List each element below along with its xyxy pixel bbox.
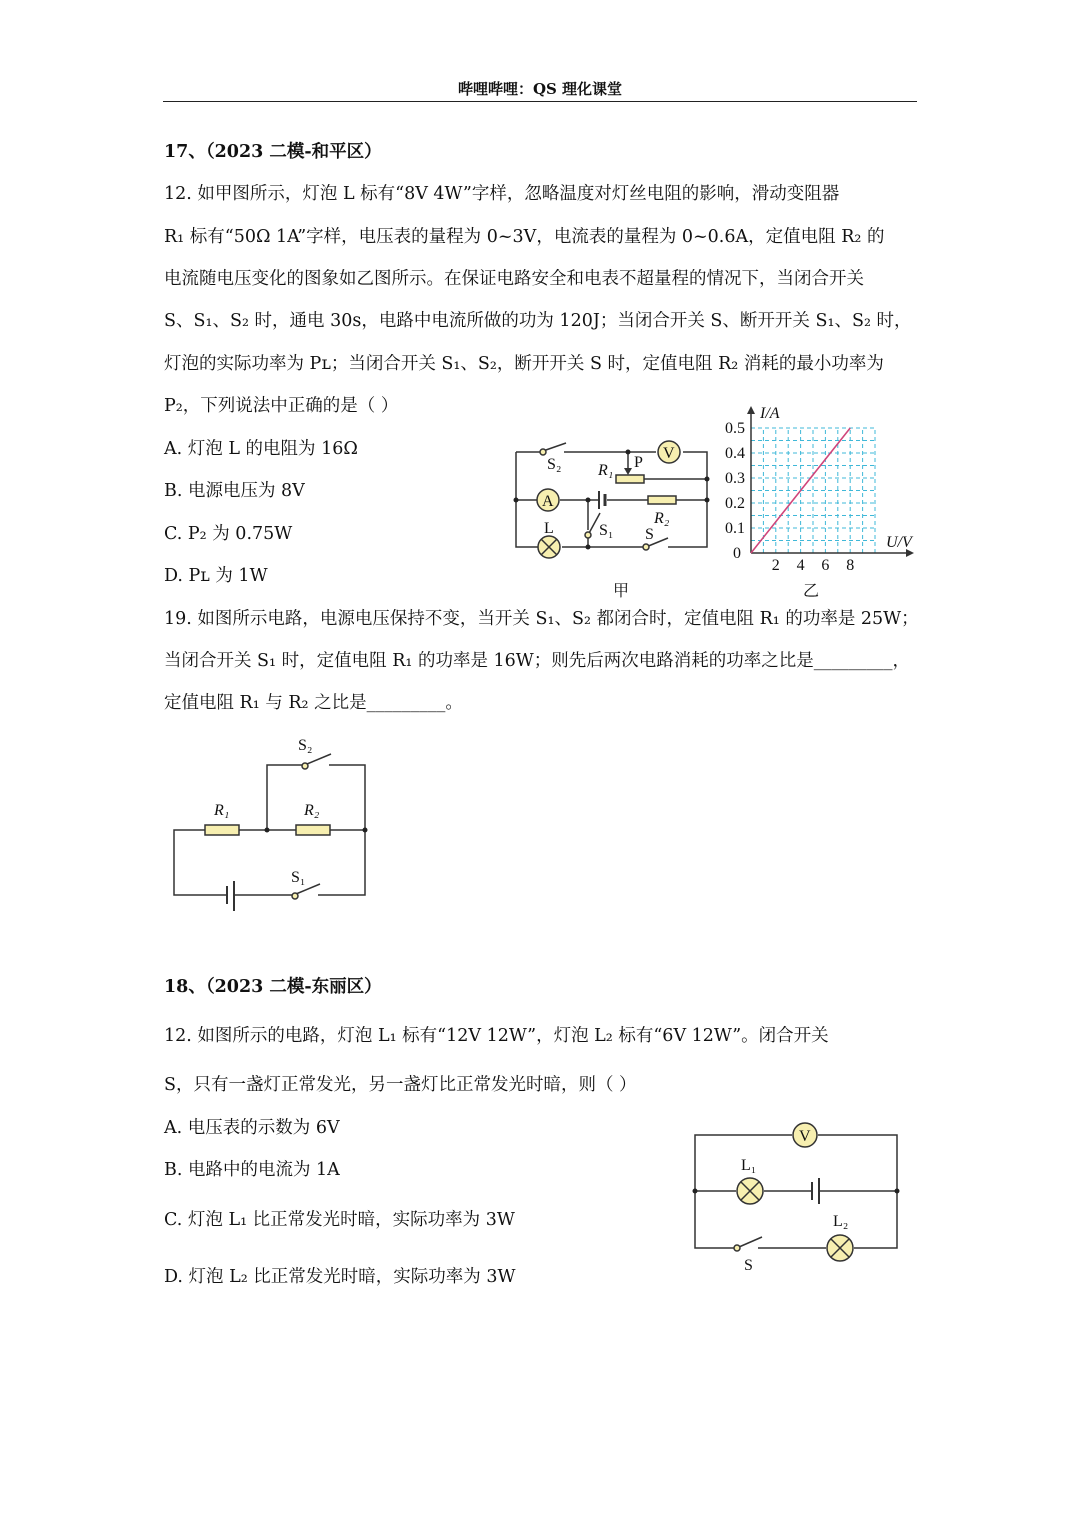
x-tick-label: 6	[821, 557, 830, 574]
label-s: S	[645, 526, 654, 543]
option-b: B. 电路中的电流为 1A	[164, 1160, 340, 1180]
label-l2: L₂	[833, 1213, 849, 1230]
label-l: L	[544, 520, 554, 537]
option-c: C. 灯泡 L₁ 比正常发光时暗，实际功率为 3W	[164, 1210, 515, 1230]
option-b: B. 电源电压为 8V	[164, 481, 305, 501]
x-tick-label: 4	[796, 557, 805, 574]
label-r2: R₂	[654, 510, 670, 527]
y-tick-label: 0.5	[725, 420, 745, 437]
section-18-title: 18、（2023 二模-东丽区）	[164, 977, 382, 997]
y-tick-label: 0.3	[725, 470, 745, 487]
label-s: S	[744, 1257, 753, 1274]
option-c: C. P₂ 为 0.75W	[164, 524, 293, 544]
ammeter-label: A	[542, 493, 554, 510]
y-axis-label: I/A	[760, 405, 780, 422]
page-header: 哔哩哔哩：QS 理化课堂	[457, 80, 623, 98]
section-17-title: 17、（2023 二模-和平区）	[164, 142, 382, 162]
origin-label: 0	[733, 545, 741, 562]
label-r2: R₂	[304, 802, 320, 819]
q19-line: 19. 如图所示电路，电源电压保持不变，当开关 S₁、S₂ 都闭合时，定值电阻 R₁ 的功率是 25W；	[164, 609, 919, 629]
q12-line: R₁ 标有“50Ω 1A”字样，电压表的量程为 0~3V，电流表的量程为 0~0.6A，定值电阻 R₂ 的	[164, 227, 885, 247]
voltmeter-label: V	[799, 1128, 811, 1145]
label-l1: L₁	[741, 1157, 757, 1174]
label-r1: R₁	[598, 462, 614, 479]
x-tick-label: 8	[846, 557, 855, 574]
option-a: A. 灯泡 L 的电阻为 16Ω	[164, 439, 358, 459]
caption-yi: 乙	[803, 583, 820, 600]
q12-line: 电流随电压变化的图象如乙图所示。在保证电路安全和电表不超量程的情况下，当闭合开关	[164, 269, 864, 289]
voltmeter-label: V	[663, 445, 675, 462]
q19-line: 当闭合开关 S₁ 时，定值电阻 R₁ 的功率是 16W；则先后两次电路消耗的功率之比是_________，	[164, 651, 911, 671]
label-s2: S₂	[547, 456, 562, 473]
q12b-line: S，只有一盏灯正常发光，另一盏灯比正常发光时暗，则（ ）	[164, 1075, 637, 1095]
option-a: A. 电压表的示数为 6V	[164, 1118, 340, 1138]
x-axis-label: U/V	[886, 534, 912, 551]
y-tick-label: 0.2	[725, 495, 745, 512]
label-p: P	[634, 454, 643, 471]
q19-line: 定值电阻 R₁ 与 R₂ 之比是_________。	[164, 693, 463, 713]
label-s1: S₁	[599, 522, 614, 539]
label-r1: R₁	[214, 802, 230, 819]
y-tick-label: 0.1	[725, 520, 745, 537]
x-tick-label: 2	[771, 557, 780, 574]
q12-line: 灯泡的实际功率为 Pʟ；当闭合开关 S₁、S₂，断开开关 S 时，定值电阻 R₂ 消耗的最小功率为	[164, 354, 884, 374]
q12b-line: 12. 如图所示的电路，灯泡 L₁ 标有“12V 12W”，灯泡 L₂ 标有“6V 12W”。闭合开关	[164, 1026, 829, 1046]
option-d: D. 灯泡 L₂ 比正常发光时暗，实际功率为 3W	[164, 1267, 516, 1287]
label-s1: S₁	[291, 869, 306, 886]
q12-line: P₂，下列说法中正确的是（ ）	[164, 396, 399, 416]
q12-line: 12. 如甲图所示，灯泡 L 标有“8V 4W”字样，忽略温度对灯丝电阻的影响，滑动变阻器	[164, 184, 840, 204]
y-tick-label: 0.4	[725, 445, 745, 462]
caption-jia: 甲	[613, 583, 630, 600]
label-s2: S₂	[298, 737, 313, 754]
q12-line: S、S₁、S₂ 时，通电 30s，电路中电流所做的功为 120J；当闭合开关 S、断开开关 S₁、S₂ 时，	[164, 311, 912, 331]
option-d: D. Pʟ 为 1W	[164, 566, 268, 586]
